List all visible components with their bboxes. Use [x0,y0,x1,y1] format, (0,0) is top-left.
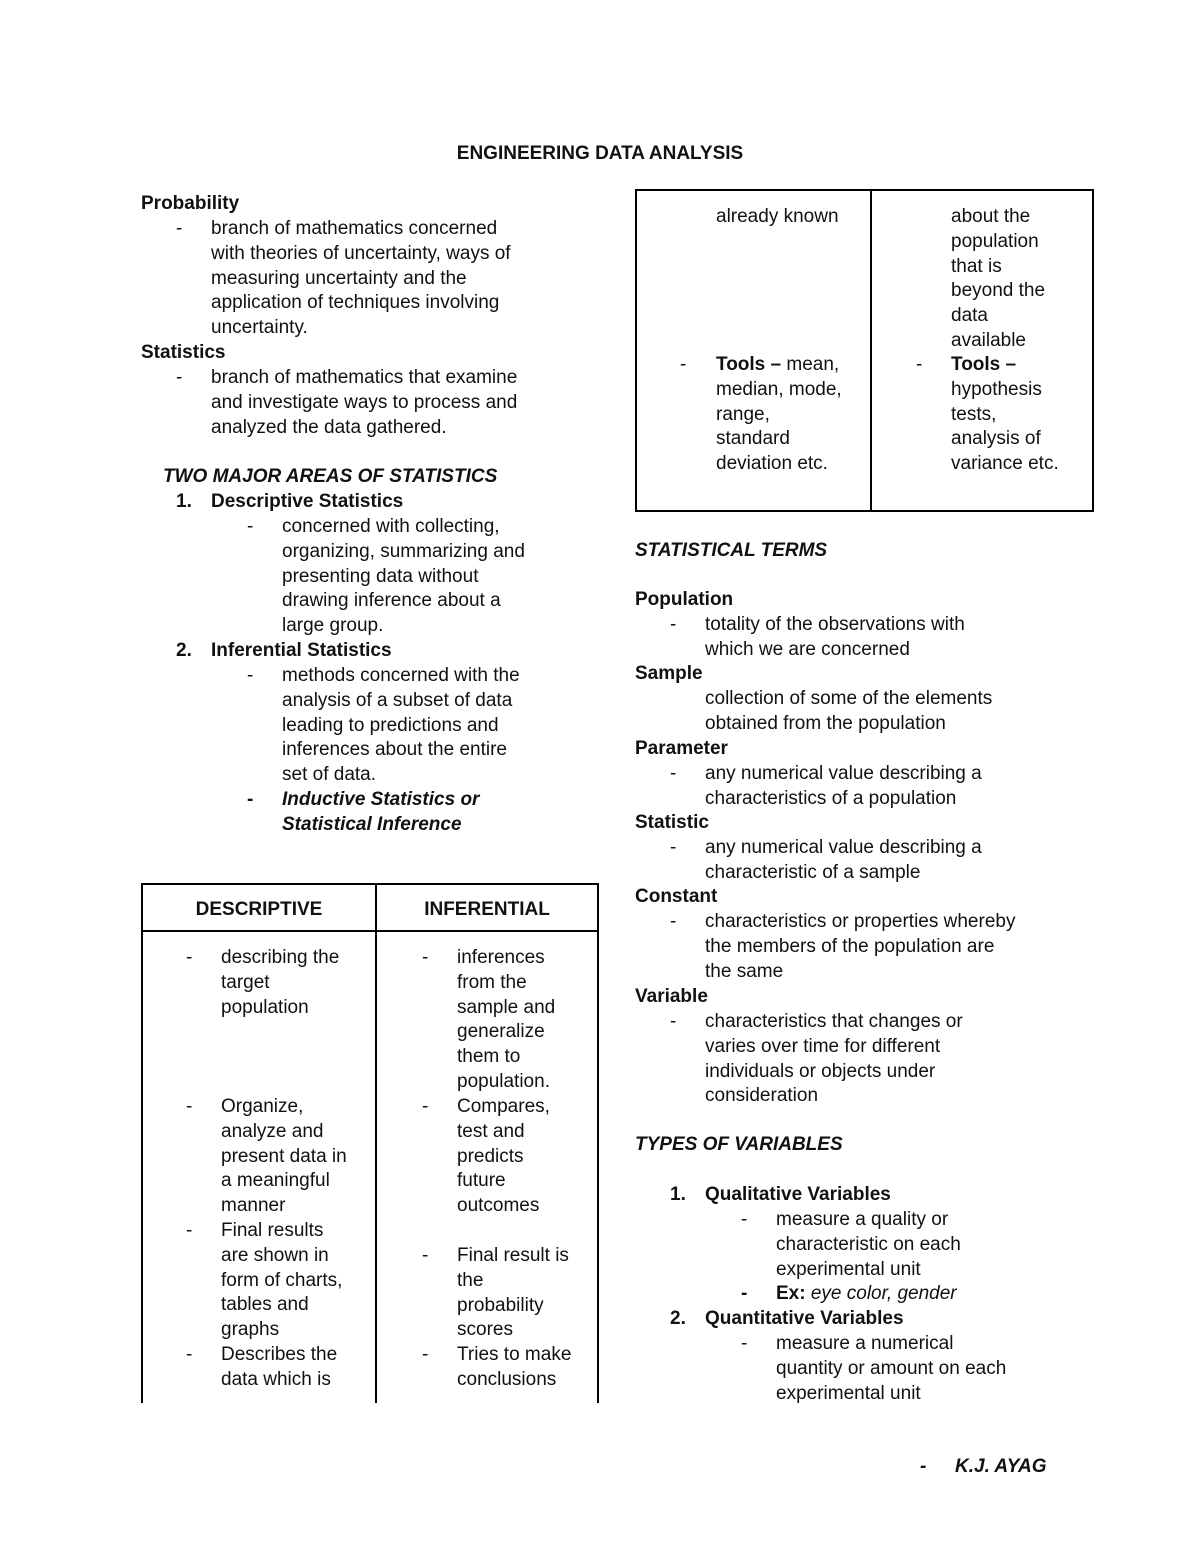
text-line: probability [457,1294,544,1316]
qualitative-num: 1. [670,1184,686,1205]
descriptive-definition [282,515,525,639]
terms-heading: STATISTICAL TERMS [635,540,828,561]
text-line: measuring uncertainty and the [211,267,467,289]
inferential-item-1 [457,946,555,1095]
statistics-definition [211,366,517,440]
text-line: population. [457,1070,550,1092]
text-line: population [951,230,1039,252]
item-dash: - [422,1096,429,1117]
tools-dash: - [916,354,923,375]
types-heading: TYPES OF VARIABLES [635,1134,843,1155]
text-line: inferences [457,947,545,968]
text-line: with theories of uncertainty, ways of [211,242,511,264]
parameter-definition [705,762,982,812]
table-border-bottom [635,510,1094,512]
text-line: outcomes [457,1195,540,1217]
text-line: totality of the observations with [705,614,965,635]
statistic-definition [705,836,982,886]
quantitative-num: 2. [670,1308,686,1329]
text-line: analyze and [221,1120,324,1142]
text-line: future [457,1170,506,1192]
text-line: Compares, [457,1096,550,1117]
text-line: leading to predictions and [282,714,499,736]
text-line: population [221,996,309,1018]
text-line: organizing, summarizing and [282,540,525,562]
text-line: Inductive Statistics or [282,789,480,810]
text-line: mean, [781,354,840,375]
text-line: data [951,305,988,327]
text-line: set of data. [282,764,377,786]
text-line: about the [951,206,1031,227]
text-line: manner [221,1195,286,1217]
inferential-tools [951,353,1059,477]
inferential-item-4 [457,1343,571,1393]
cont-inferential-text [951,205,1045,354]
sample-definition [705,687,992,737]
text-line: consideration [705,1085,819,1107]
descriptive-item-3 [221,1219,342,1343]
text-line: Describes the [221,1344,338,1365]
text-line: target [221,971,270,993]
text-line: individuals or objects under [705,1060,936,1082]
inductive-statistics [282,788,479,838]
population-definition [705,613,965,663]
table-border-left [141,883,143,1403]
text-line: Final results [221,1220,324,1241]
item-dash: - [422,1245,429,1266]
probability-term: Probability [141,193,240,214]
text-line: measure a quality or [776,1209,949,1230]
text-line: any numerical value describing a [705,837,982,858]
text-line: beyond the [951,280,1046,302]
header-inferential: INFERENTIAL [424,899,550,920]
item-dash: - [186,947,193,968]
item-dash: - [186,1096,193,1117]
inferential-item-2 [457,1095,550,1219]
descriptive-num: 1. [176,491,192,512]
inferential-dash: - [247,665,254,686]
author-name: K.J. AYAG [955,1456,1047,1477]
text-line: describing the [221,947,340,968]
item-dash: - [186,1220,193,1241]
tools-dash: - [680,354,687,375]
text-line: which we are concerned [705,638,910,660]
text-line: collection of some of the elements [705,688,993,709]
population-term: Population [635,589,734,610]
descriptive-tools [716,353,842,477]
descriptive-item-4 [221,1343,337,1393]
descriptive-dash: - [247,516,254,537]
table-border-top [141,883,599,885]
text-line: variance etc. [951,453,1059,475]
variable-term: Variable [635,986,708,1007]
item-dash: - [186,1344,193,1365]
statistic-term: Statistic [635,812,709,833]
text-line: standard [716,428,790,450]
text-line: characteristic of a sample [705,861,921,883]
text-line: range, [716,403,770,425]
text-line: a meaningful [221,1170,330,1192]
table-border-left [635,189,637,512]
text-line: hypothesis [951,378,1042,400]
author-dash: - [920,1456,927,1477]
example-dash: - [741,1283,748,1304]
text-line: characteristics or properties whereby [705,911,1016,932]
descriptive-item-1 [221,946,339,1020]
inferential-definition [282,664,520,788]
text-line: application of techniques involving [211,292,500,314]
text-line: predicts [457,1145,524,1167]
item-dash: - [422,1344,429,1365]
table-border-right [597,883,599,1403]
text-line: concerned with collecting, [282,516,500,537]
term-dash: - [670,614,677,635]
text-line: available [951,329,1026,351]
text-line: deviation etc. [716,453,828,475]
constant-term: Constant [635,886,718,907]
item-dash: - [422,947,429,968]
text-line: analyzed the data gathered. [211,416,447,438]
probability-dash: - [176,218,183,239]
text-line: tables and [221,1294,309,1316]
qualitative-label: Qualitative Variables [705,1184,891,1205]
text-line: form of charts, [221,1269,343,1291]
variable-definition [705,1010,963,1109]
inferential-label: Inferential Statistics [211,640,392,661]
text-line: methods concerned with the [282,665,520,686]
text-line: that is [951,255,1002,277]
text-line: branch of mathematics that examine [211,367,518,388]
text-line: median, mode, [716,378,842,400]
text-line: inferences about the entire [282,739,507,761]
table-border-top [635,189,1094,191]
table-column-divider [375,883,377,1403]
text-line: the [457,1269,484,1291]
text-line: large group. [282,615,384,637]
text-line: data which is [221,1368,331,1390]
text-line: scores [457,1319,513,1341]
inferential-item-3 [457,1244,569,1343]
table-header-divider [141,930,599,932]
text-line: from the [457,971,527,993]
text-line: experimental unit [776,1382,921,1404]
text-line: them to [457,1046,521,1068]
text-line: obtained from the population [705,712,946,734]
example-value: eye color, gender [810,1283,957,1304]
parameter-term: Parameter [635,738,728,759]
quantitative-definition [776,1332,1006,1406]
tools-label: Tools – [951,354,1017,375]
text-line: any numerical value describing a [705,763,982,784]
text-line: test and [457,1120,525,1142]
inductive-dash: - [247,789,254,810]
text-line: drawing inference about a [282,590,501,612]
areas-heading: TWO MAJOR AREAS OF STATISTICS [163,466,498,487]
text-line: varies over time for different [705,1035,941,1057]
text-line: conclusions [457,1368,557,1390]
text-line: uncertainty. [211,317,308,339]
descriptive-label: Descriptive Statistics [211,491,404,512]
text-line: quantity or amount on each [776,1357,1007,1379]
text-line: Final result is [457,1245,569,1266]
text-line: the same [705,960,784,982]
constant-definition [705,910,1015,984]
text-line: Organize, [221,1096,304,1117]
term-dash: - [670,1011,677,1032]
probability-definition [211,217,511,341]
text-line: Tries to make [457,1344,572,1365]
header-descriptive: DESCRIPTIVE [195,899,323,920]
page-title: ENGINEERING DATA ANALYSIS [456,143,744,164]
tools-label: Tools – [716,354,782,375]
text-line: characteristics of a population [705,787,957,809]
qualitative-example [776,1282,957,1307]
text-line: tests, [951,403,997,425]
text-line: characteristic on each [776,1233,961,1255]
example-label: Ex: [776,1283,806,1304]
table-column-divider [870,189,872,512]
text-line: Statistical Inference [282,813,462,835]
text-line: analysis of a subset of data [282,689,513,711]
text-line: are shown in [221,1244,329,1266]
text-line: experimental unit [776,1258,921,1280]
item-dash: - [741,1209,748,1230]
text-line: graphs [221,1319,280,1341]
descriptive-item-2 [221,1095,347,1219]
text-line: branch of mathematics concerned [211,218,498,239]
text-line: present data in [221,1145,347,1167]
quantitative-label: Quantitative Variables [705,1308,904,1329]
item-dash: - [741,1333,748,1354]
sample-term: Sample [635,663,703,684]
table-border-right [1092,189,1094,512]
inferential-num: 2. [176,640,192,661]
term-dash: - [670,837,677,858]
statistics-term: Statistics [141,342,226,363]
text-line: the members of the population are [705,935,995,957]
statistics-dash: - [176,367,183,388]
text-line: and investigate ways to process and [211,391,518,413]
text-line: sample and [457,996,556,1018]
text-line: generalize [457,1021,545,1043]
cont-descriptive-text: already known [716,206,839,227]
text-line: presenting data without [282,565,479,587]
text-line: analysis of [951,428,1041,450]
term-dash: - [670,911,677,932]
text-line: characteristics that changes or [705,1011,963,1032]
qualitative-definition [776,1208,961,1282]
text-line: measure a numerical [776,1333,954,1354]
term-dash: - [670,763,677,784]
